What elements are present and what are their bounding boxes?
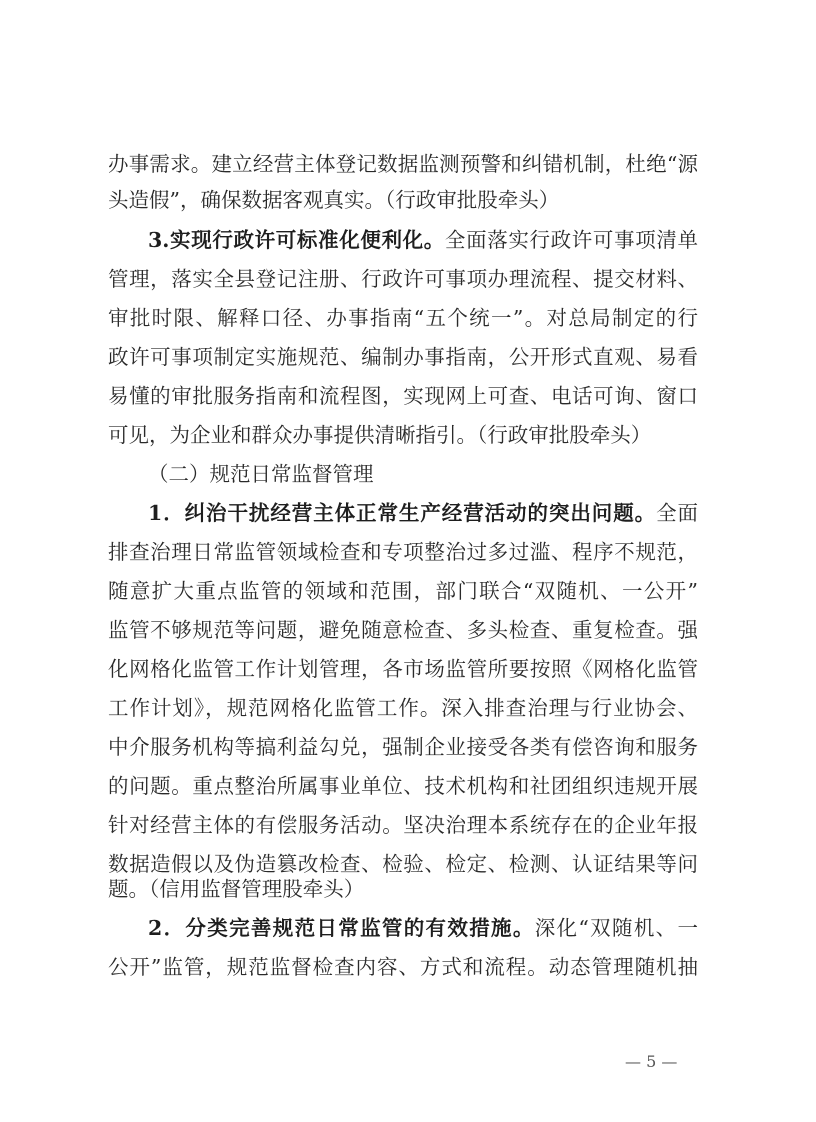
text-line-20: 题。（信用监督管理股牵头） <box>108 877 365 901</box>
text-line-6: 政许可事项制定实施规范、编制办事指南，公开形式直观、易看 <box>108 345 698 369</box>
heading-bold-text: 1．纠治干扰经营主体正常生产经营活动的突出问题。 <box>148 501 657 525</box>
subsection-heading: （二）规范日常监督管理 <box>148 462 374 486</box>
text-line-8: 可见，为企业和群众办事提供清晰指引。（行政审批股牵头） <box>108 423 652 447</box>
text-line-7: 易懂的审批服务指南和流程图，实现网上可查、电话可询、窗口 <box>108 384 698 408</box>
section-heading-1: 1．纠治干扰经营主体正常生产经营活动的突出问题。全面 <box>148 501 699 525</box>
text-line-17: 的问题。重点整治所属事业单位、技术机构和社团组织违规开展 <box>108 774 698 798</box>
text-line-2: 头造假”，确保数据客观真实。（行政审批股牵头） <box>108 188 560 212</box>
text-line-12: 随意扩大重点监管的领域和范围，部门联合“双随机、一公开” <box>108 579 698 603</box>
heading-bold-text: 2．分类完善规范日常监管的有效措施。 <box>148 916 535 940</box>
text-line-4: 管理，落实全县登记注册、行政许可事项办理流程、提交材料、 <box>108 267 698 291</box>
text-line-11: 排查治理日常监管领域检查和专项整治过多过滥、程序不规范， <box>108 540 698 564</box>
section-heading-3: 3.实现行政许可标准化便利化。全面落实行政许可事项清单 <box>148 228 699 252</box>
text-line-1: 办事需求。建立经营主体登记数据监测预警和纠错机制，杜绝“源 <box>108 152 698 176</box>
text-line-13: 监管不够规范等问题，避免随意检查、多头检查、重复检查。强 <box>108 618 698 642</box>
text-line-16: 中介服务机构等搞利益勾兑，强制企业接受各类有偿咨询和服务 <box>108 735 698 759</box>
text-line-5: 审批时限、解释口径、办事指南“五个统一”。对总局制定的行 <box>108 306 698 330</box>
page-number: — 5 — <box>625 1052 678 1071</box>
text-line-18: 针对经营主体的有偿服务活动。坚决治理本系统存在的企业年报 <box>108 813 698 837</box>
section-heading-2: 2．分类完善规范日常监管的有效措施。深化“双随机、一 <box>148 916 698 940</box>
text-line-15: 工作计划》，规范网格化监管工作。深入排查治理与行业协会、 <box>108 696 698 720</box>
text-line-19: 数据造假以及伪造篡改检查、检验、检定、检测、认证结果等问 <box>108 852 698 876</box>
text-line-22: 公开”监管，规范监督检查内容、方式和流程。动态管理随机抽 <box>108 955 698 979</box>
text-line-14: 化网格化监管工作计划管理，各市场监管所要按照《网格化监管 <box>108 657 698 681</box>
heading-bold-text: 3.实现行政许可标准化便利化。 <box>148 228 445 252</box>
